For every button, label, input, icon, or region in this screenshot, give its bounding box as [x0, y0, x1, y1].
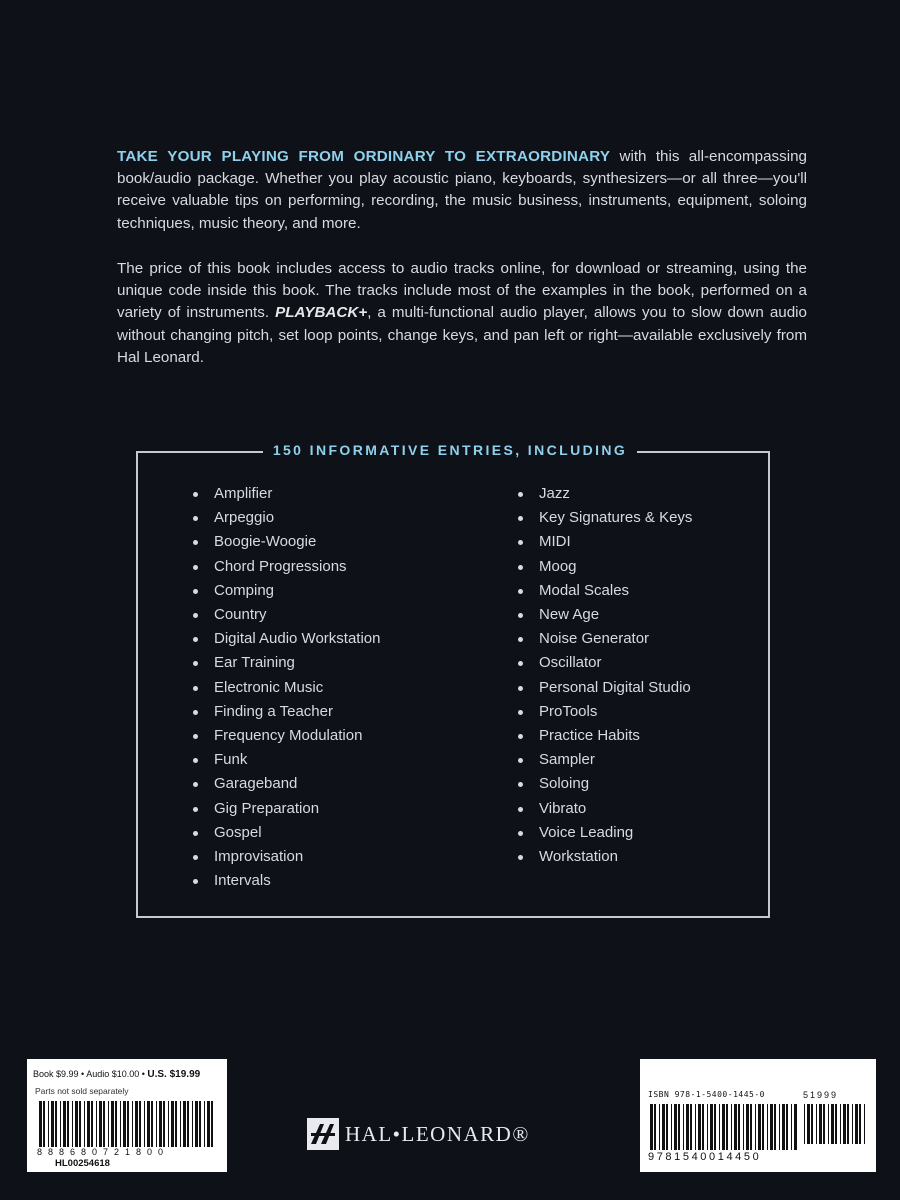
barcode-bar [722, 1104, 725, 1150]
barcode-bar [770, 1104, 773, 1150]
barcode-bar [163, 1101, 165, 1147]
entry-item: Electronic Music [193, 676, 380, 700]
barcode-bar [171, 1101, 174, 1147]
barcode-bar [43, 1101, 45, 1147]
barcode-bar [726, 1104, 728, 1150]
barcode-bar [151, 1101, 153, 1147]
barcode-bar [123, 1101, 126, 1147]
barcode-bar [147, 1101, 150, 1147]
barcode-bar [39, 1101, 42, 1147]
entry-item: Modal Scales [518, 579, 692, 603]
barcode-bar [60, 1101, 61, 1147]
barcode-bar [195, 1101, 198, 1147]
price-line-text: Book $9.99 • Audio $10.00 • [33, 1069, 148, 1079]
barcode-bar [666, 1104, 668, 1150]
entry-item: Sampler [518, 748, 692, 772]
entry-item: Finding a Teacher [193, 700, 380, 724]
barcode-bar [159, 1101, 162, 1147]
entry-item: Soloing [518, 772, 692, 796]
entry-item: Improvisation [193, 845, 380, 869]
barcode-bar [762, 1104, 764, 1150]
barcode-bar [187, 1101, 189, 1147]
barcode-bar [674, 1104, 677, 1150]
barcode-bar [840, 1104, 841, 1144]
isbn-digits: 9781540014450 [648, 1151, 762, 1163]
barcode-bar [120, 1101, 121, 1147]
barcode-bar [199, 1101, 201, 1147]
barcode-bar [156, 1101, 157, 1147]
barcode-bar [823, 1104, 825, 1144]
entry-item: Oscillator [518, 651, 692, 675]
entry-item: Amplifier [193, 482, 380, 506]
barcode-bar [111, 1101, 114, 1147]
intro-paragraph-1 [117, 146, 807, 235]
barcode-bar [695, 1104, 696, 1150]
barcode-bar [683, 1104, 684, 1150]
entry-item: Voice Leading [518, 821, 692, 845]
barcode-bar [650, 1104, 653, 1150]
upc-barcode [39, 1101, 215, 1147]
entry-item: Funk [193, 748, 380, 772]
barcode-bar [55, 1101, 57, 1147]
barcode-bar [807, 1104, 810, 1144]
entry-item: Boogie-Woogie [193, 530, 380, 554]
barcode-bar [698, 1104, 701, 1150]
entry-item: Gig Preparation [193, 797, 380, 821]
entry-item: Digital Audio Workstation [193, 627, 380, 651]
barcode-bar [192, 1101, 193, 1147]
barcode-bar [734, 1104, 737, 1150]
barcode-bar [84, 1101, 85, 1147]
entry-item: Practice Habits [518, 724, 692, 748]
isbn-number: ISBN 978-1-5400-1445-0 [648, 1090, 765, 1099]
intro-p1-text: with this all-encompassing book/audio package. Whether you play acoustic piano, keyboards, synthesizers—or all three—you'll receive valuable tips on performing, recording, the music business, instruments, equipment, soloing techniques, music theory, and more. [117, 148, 807, 232]
barcode-bar [175, 1101, 177, 1147]
price-breakdown [33, 1069, 200, 1080]
barcode-bar [755, 1104, 756, 1150]
barcode-bar [204, 1101, 205, 1147]
barcode-bar [678, 1104, 680, 1150]
barcode-bar [852, 1104, 853, 1144]
barcode-bar [811, 1104, 813, 1144]
barcode-bar [774, 1104, 776, 1150]
barcode-bar [847, 1104, 849, 1144]
barcode-bar [103, 1101, 105, 1147]
product-code: HL00254618 [55, 1158, 110, 1169]
barcode-bar [702, 1104, 704, 1150]
barcode-bar [719, 1104, 720, 1150]
addon-barcode [804, 1104, 868, 1144]
intro-lead: TAKE YOUR PLAYING FROM ORDINARY TO EXTRAORDINARY [117, 148, 611, 165]
entry-item: ProTools [518, 700, 692, 724]
barcode-bar [828, 1104, 829, 1144]
barcode-bar [859, 1104, 861, 1144]
entry-item: Personal Digital Studio [518, 676, 692, 700]
barcode-bar [115, 1101, 117, 1147]
barcode-bar [816, 1104, 817, 1144]
barcode-bar [139, 1101, 141, 1147]
isbn-label [640, 1059, 876, 1172]
barcode-bar [67, 1101, 69, 1147]
barcode-bar [791, 1104, 792, 1150]
barcode-bar [767, 1104, 768, 1150]
barcode-bar [96, 1101, 97, 1147]
intro-paragraph-2 [117, 258, 807, 369]
playback-brand: PLAYBACK+ [275, 304, 368, 322]
entry-item: Country [193, 603, 380, 627]
barcode-bar [168, 1101, 169, 1147]
barcode-bar [835, 1104, 837, 1144]
barcode-bar [108, 1101, 109, 1147]
entry-item: Garageband [193, 772, 380, 796]
barcode-bar [779, 1104, 780, 1150]
barcode-bar [75, 1101, 78, 1147]
price-note: Parts not sold separately [35, 1086, 129, 1096]
barcode-bar [183, 1101, 186, 1147]
addon-digits: 51999 [803, 1090, 839, 1100]
entry-item: Jazz [518, 482, 692, 506]
barcode-bar [794, 1104, 797, 1150]
hal-leonard-logo-icon [307, 1118, 339, 1150]
barcode-bar [207, 1101, 210, 1147]
entry-item: New Age [518, 603, 692, 627]
barcode-bar [99, 1101, 102, 1147]
barcode-bar [707, 1104, 708, 1150]
barcode-bar [671, 1104, 672, 1150]
barcode-bar [731, 1104, 732, 1150]
barcode-bar [819, 1104, 822, 1144]
barcode-bar [87, 1101, 90, 1147]
isbn-barcode [650, 1104, 798, 1150]
barcode-bar [710, 1104, 713, 1150]
barcode-bar [79, 1101, 81, 1147]
barcode-bar [63, 1101, 66, 1147]
barcode-bar [804, 1104, 805, 1144]
intro-p2-text-before: The price of this book includes access to audio tracks online, for download or streaming, using the unique code inside this book. The tracks include most of the examples in the book, performed on a variety of instruments. [117, 260, 807, 322]
entry-item: Ear Training [193, 651, 380, 675]
barcode-bar [51, 1101, 54, 1147]
barcode-bar [746, 1104, 749, 1150]
publisher-name: HAL•LEONARD® [345, 1121, 530, 1146]
entry-item: Key Signatures & Keys [518, 506, 692, 530]
barcode-bar [144, 1101, 145, 1147]
entry-item: Noise Generator [518, 627, 692, 651]
barcode-bar [211, 1101, 213, 1147]
barcode-bar [132, 1101, 133, 1147]
entries-list-right [518, 482, 692, 869]
barcode-bar [831, 1104, 834, 1144]
price-total: U.S. $19.99 [147, 1069, 201, 1080]
barcode-bar [662, 1104, 665, 1150]
barcode-bar [750, 1104, 752, 1150]
entry-item: Chord Progressions [193, 555, 380, 579]
barcode-bar [127, 1101, 129, 1147]
barcode-bar [91, 1101, 93, 1147]
barcode-bar [659, 1104, 660, 1150]
barcode-bar [738, 1104, 740, 1150]
entry-item: Arpeggio [193, 506, 380, 530]
barcode-bar [654, 1104, 656, 1150]
barcode-bar [135, 1101, 138, 1147]
entry-item: Comping [193, 579, 380, 603]
entries-title: 150 INFORMATIVE ENTRIES, INCLUDING [263, 442, 637, 458]
entry-item: Intervals [193, 869, 380, 893]
entry-item: Moog [518, 555, 692, 579]
upc-digits: 888680721800 [37, 1147, 170, 1157]
barcode-bar [743, 1104, 744, 1150]
barcode-bar [758, 1104, 761, 1150]
barcode-bar [786, 1104, 788, 1150]
barcode-bar [690, 1104, 692, 1150]
entry-item: Gospel [193, 821, 380, 845]
publisher-logo [307, 1118, 530, 1150]
barcode-bar [180, 1101, 181, 1147]
entries-list-left [193, 482, 380, 893]
barcode-bar [855, 1104, 858, 1144]
entry-item: Workstation [518, 845, 692, 869]
intro-p2-text-after: , a multi-functional audio player, allows you to slow down audio without changing pitch, set loop points, change keys, and pan left or right—available exclusively from Hal Leonard. [117, 304, 807, 366]
barcode-bar [686, 1104, 689, 1150]
entry-item: Vibrato [518, 797, 692, 821]
barcode-bar [843, 1104, 846, 1144]
barcode-bar [864, 1104, 865, 1144]
entry-item: MIDI [518, 530, 692, 554]
barcode-bar [714, 1104, 716, 1150]
barcode-bar [782, 1104, 785, 1150]
barcode-bar [72, 1101, 73, 1147]
price-label [27, 1059, 227, 1172]
entry-item: Frequency Modulation [193, 724, 380, 748]
barcode-bar [48, 1101, 49, 1147]
